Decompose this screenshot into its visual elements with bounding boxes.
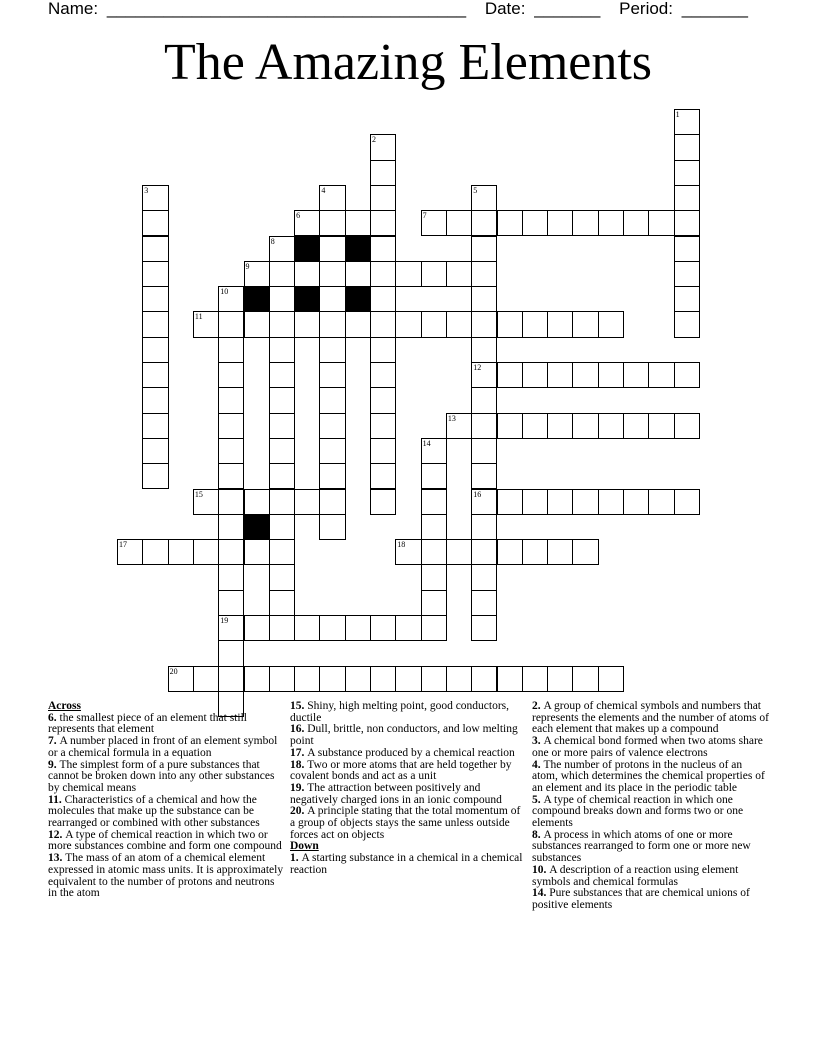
crossword-cell[interactable] [218, 286, 244, 312]
clue-item-text: The simplest form of a pure substances that cannot be broken down into any other substances by chemical means [48, 758, 275, 794]
crossword-cell[interactable] [471, 286, 497, 312]
crossword-cell[interactable] [218, 539, 244, 565]
crossword-cell[interactable] [598, 413, 624, 439]
crossword-cell[interactable] [269, 514, 295, 540]
clue-number: 17 [119, 540, 127, 550]
crossword-cell[interactable] [269, 564, 295, 590]
crossword-cell[interactable] [497, 666, 523, 692]
clue-item [290, 853, 528, 876]
crossword-cell[interactable] [319, 489, 345, 515]
clue-item-number: 10. [532, 863, 550, 876]
crossword-cell[interactable] [598, 311, 624, 337]
crossword-cell[interactable] [269, 539, 295, 565]
crossword-cell[interactable] [294, 210, 320, 236]
crossword-cell[interactable] [319, 413, 345, 439]
crossword-cell[interactable] [218, 337, 244, 363]
crossword-cell[interactable] [370, 286, 396, 312]
crossword-cell[interactable] [395, 261, 421, 287]
crossword-cell[interactable] [471, 438, 497, 464]
clue-item-text: Dull, brittle, non conductors, and low melting point [290, 723, 518, 748]
crossword-cell[interactable] [319, 210, 345, 236]
clue-number: 13 [447, 413, 456, 423]
clue-item [532, 795, 770, 830]
clue-item-text: A substance produced by a chemical reaction [307, 746, 515, 759]
clue-item [532, 760, 770, 795]
crossword-cell[interactable] [142, 210, 168, 236]
crossword-cell[interactable] [421, 514, 447, 540]
clue-item [532, 865, 770, 888]
clue-item-number: 18. [290, 758, 308, 771]
crossword-cell[interactable] [421, 438, 447, 464]
crossword-cell[interactable] [497, 489, 523, 515]
crossword-cell[interactable] [269, 438, 295, 464]
clue-item [532, 736, 770, 759]
clue-number: 12 [473, 363, 482, 372]
clue-number: 16 [473, 489, 482, 499]
crossword-cell[interactable] [674, 489, 700, 515]
clue-item-number: 19. [290, 781, 308, 794]
crossword-cell[interactable] [269, 286, 295, 312]
crossword-cell[interactable] [319, 666, 345, 692]
name-label: Name: [48, 0, 99, 18]
crossword-cell[interactable] [395, 666, 421, 692]
clue-number: 3 [144, 185, 149, 195]
crossword-cell[interactable] [674, 362, 700, 388]
crossword-cell[interactable] [218, 463, 244, 489]
crossword-cell[interactable] [572, 311, 598, 337]
crossword-cell[interactable] [218, 489, 244, 515]
clue-number: 19 [220, 616, 229, 625]
crossword-cell[interactable] [471, 236, 497, 262]
crossword-cell[interactable] [319, 236, 345, 262]
crossword-cell[interactable] [244, 615, 270, 641]
crossword-cell[interactable] [269, 413, 295, 439]
crossword-cell[interactable] [395, 539, 421, 565]
clue-number: 18 [397, 540, 406, 550]
clue-heading: Across [48, 700, 82, 712]
crossword-cell[interactable] [623, 489, 649, 515]
crossword-black-cell [294, 286, 320, 312]
crossword-cell[interactable] [648, 362, 674, 388]
crossword-cell[interactable] [421, 463, 447, 489]
crossword-cell[interactable] [269, 489, 295, 515]
crossword-cell[interactable] [142, 539, 168, 565]
crossword-cell[interactable] [547, 362, 573, 388]
clue-item-text: A number placed in front of an element symbol or a chemical formula in a equation [48, 735, 278, 759]
crossword-cell[interactable] [370, 134, 396, 160]
crossword-cell[interactable] [294, 261, 320, 287]
clue-item-number: 16. [290, 723, 308, 736]
crossword-cell[interactable] [269, 236, 295, 262]
clue-number: 20 [169, 666, 178, 676]
crossword-cell[interactable] [572, 666, 598, 692]
period-field[interactable]: _______ [681, 0, 748, 18]
crossword-cell[interactable] [674, 210, 700, 236]
crossword-cell[interactable] [471, 564, 497, 590]
crossword-cell[interactable] [522, 362, 548, 388]
crossword-cell[interactable] [168, 666, 194, 692]
clue-item-text: Characteristics of a chemical and how the molecules that make up the substance can be rearranged or combined with other substances [48, 793, 260, 830]
crossword-cell[interactable] [674, 160, 700, 186]
crossword-cell[interactable] [193, 489, 219, 515]
clue-item [48, 830, 286, 853]
clue-item [290, 783, 528, 806]
crossword-cell[interactable] [623, 362, 649, 388]
crossword-cell[interactable] [497, 311, 523, 337]
clue-item [290, 806, 528, 841]
crossword-cell[interactable] [218, 640, 244, 666]
crossword-cell[interactable] [522, 539, 548, 565]
crossword-cell[interactable] [218, 362, 244, 388]
clue-item-number: 15. [290, 700, 308, 712]
clue-item-number: 4. [532, 758, 544, 771]
crossword-cell[interactable] [269, 463, 295, 489]
crossword-cell[interactable] [319, 337, 345, 363]
clue-item-text: Two or more atoms that are held together by covalent bonds and act as a unit [290, 758, 512, 783]
crossword-cell[interactable] [218, 514, 244, 540]
crossword-cell[interactable] [471, 615, 497, 641]
clue-number: 7 [422, 211, 427, 221]
crossword-cell[interactable] [319, 362, 345, 388]
clue-item [290, 724, 528, 747]
crossword-cell[interactable] [294, 615, 320, 641]
name-field[interactable]: ______________________________________ [106, 0, 467, 18]
crossword-cell[interactable] [497, 539, 523, 565]
crossword-cell[interactable] [648, 210, 674, 236]
clue-item [48, 795, 286, 830]
crossword-cell[interactable] [547, 413, 573, 439]
clue-item-text: The number of protons in the nucleus of an atom, which determines the chemical properties of an element and its place in the periodic table [532, 758, 765, 794]
clue-item-number: 8. [532, 828, 544, 841]
crossword-cell[interactable] [471, 387, 497, 413]
crossword-cell[interactable] [269, 590, 295, 616]
crossword-cell[interactable] [522, 489, 548, 515]
clue-heading: Down [290, 840, 319, 853]
clue-item [48, 736, 286, 759]
crossword-cell[interactable] [218, 438, 244, 464]
clue-item-number: 9. [48, 758, 60, 771]
crossword-cell[interactable] [572, 362, 598, 388]
crossword-cell[interactable] [446, 413, 472, 439]
clue-item-number: 11. [48, 793, 65, 806]
clue-item-number: 17. [290, 746, 308, 759]
crossword-cell[interactable] [522, 413, 548, 439]
crossword-cell[interactable] [497, 210, 523, 236]
clue-item-text: A principle stating that the total momentum of a group of objects stays the same unless outside forces act on objects [290, 805, 521, 841]
crossword-cell[interactable] [497, 362, 523, 388]
crossword-cell[interactable] [319, 261, 345, 287]
crossword-cell[interactable] [218, 590, 244, 616]
clue-item-number: 13. [48, 852, 66, 865]
clue-number: 15 [194, 489, 203, 499]
clue-item-text: A process in which atoms of one or more substances rearranged to form one or more new substances [532, 828, 751, 865]
crossword-cell[interactable] [319, 185, 345, 211]
clue-item [48, 760, 286, 795]
crossword-cell[interactable] [572, 210, 598, 236]
clue-item-number: 1. [290, 852, 302, 865]
crossword-cell[interactable] [319, 438, 345, 464]
clue-number: 2 [372, 135, 376, 145]
clue-item-text: The mass of an atom of a chemical element expressed in atomic mass units. It is approximately equivalent to the number of protons and neutrons in the atom [48, 852, 284, 900]
clue-item [48, 713, 286, 736]
crossword-cell[interactable] [522, 311, 548, 337]
crossword-cell[interactable] [522, 666, 548, 692]
clue-number: 6 [296, 211, 301, 221]
crossword-cell[interactable] [547, 666, 573, 692]
clues-column-1 [48, 701, 286, 900]
crossword-cell[interactable] [370, 337, 396, 363]
crossword-cell[interactable] [193, 311, 219, 337]
clue-number: 10 [220, 287, 229, 297]
crossword-cell[interactable] [421, 615, 447, 641]
crossword-cell[interactable] [471, 261, 497, 287]
crossword-cell[interactable] [572, 489, 598, 515]
crossword-cell[interactable] [319, 311, 345, 337]
crossword-cell[interactable] [345, 261, 371, 287]
crossword-cell[interactable] [446, 311, 472, 337]
crossword-cell[interactable] [623, 413, 649, 439]
page-title: The Amazing Elements [163, 34, 653, 91]
crossword-cell[interactable] [244, 261, 270, 287]
crossword-cell[interactable] [421, 564, 447, 590]
crossword-cell[interactable] [269, 362, 295, 388]
clues-column-3 [532, 701, 770, 912]
crossword-cell[interactable] [598, 666, 624, 692]
crossword-cell[interactable] [547, 539, 573, 565]
crossword-cell[interactable] [142, 337, 168, 363]
crossword-cell[interactable] [244, 666, 270, 692]
crossword-cell[interactable] [319, 286, 345, 312]
crossword-cell[interactable] [395, 311, 421, 337]
crossword-cell[interactable] [471, 539, 497, 565]
crossword-cell[interactable] [269, 615, 295, 641]
crossword-cell[interactable] [497, 413, 523, 439]
crossword-cell[interactable] [370, 160, 396, 186]
clue-item-text: A group of chemical symbols and numbers that represents the elements and the number of atoms of each element that makes up a compound [532, 700, 769, 736]
crossword-cell[interactable] [471, 210, 497, 236]
crossword-cell[interactable] [421, 666, 447, 692]
crossword-cell[interactable] [674, 185, 700, 211]
clue-number: 11 [194, 312, 203, 322]
crossword-cell[interactable] [674, 286, 700, 312]
crossword-cell[interactable] [218, 311, 244, 337]
clue-number: 9 [245, 261, 250, 271]
crossword-cell[interactable] [395, 615, 421, 641]
clue-number: 14 [422, 438, 431, 448]
clue-number: 1 [675, 110, 680, 119]
crossword-cell[interactable] [421, 489, 447, 515]
crossword-cell[interactable] [168, 539, 194, 565]
crossword-cell[interactable] [244, 539, 270, 565]
clue-item-text: Pure substances that are chemical unions of positive elements [532, 887, 750, 911]
clue-item [48, 853, 286, 900]
crossword-cell[interactable] [648, 413, 674, 439]
clue-item-text: the smallest piece of an element that still represents that element [48, 711, 247, 736]
crossword-cell[interactable] [547, 489, 573, 515]
crossword-cell[interactable] [345, 210, 371, 236]
crossword-cell[interactable] [370, 261, 396, 287]
crossword-cell[interactable] [370, 666, 396, 692]
clue-item-text: A type of chemical reaction in which two or more substances combine and form one compound [48, 828, 282, 853]
date-label: Date: [484, 0, 526, 18]
crossword-cell[interactable] [547, 311, 573, 337]
crossword-cell[interactable] [674, 413, 700, 439]
crossword-black-cell [294, 236, 320, 262]
crossword-cell[interactable] [547, 210, 573, 236]
crossword-cell[interactable] [319, 463, 345, 489]
clue-item-text: A type of chemical reaction in which one compound breaks down and forms two or one elements [532, 793, 744, 830]
crossword-black-cell [345, 286, 371, 312]
clue-item-number: 3. [532, 735, 544, 748]
crossword-cell[interactable] [421, 590, 447, 616]
crossword-cell[interactable] [269, 666, 295, 692]
clue-item-text: A chemical bond formed when two atoms share one or more pairs of valence electrons [532, 735, 763, 759]
crossword-cell[interactable] [294, 489, 320, 515]
crossword-cell[interactable] [471, 666, 497, 692]
crossword-cell[interactable] [193, 666, 219, 692]
clue-item-text: The attraction between positively and negatively charged ions in an ionic compound [290, 781, 502, 806]
crossword-cell[interactable] [142, 286, 168, 312]
crossword-cell[interactable] [446, 539, 472, 565]
clue-item-text: A starting substance in a chemical in a chemical reaction [290, 852, 523, 876]
crossword-cell[interactable] [471, 489, 497, 515]
crossword-cell[interactable] [370, 362, 396, 388]
crossword-cell[interactable] [674, 236, 700, 262]
crossword-cell[interactable] [142, 261, 168, 287]
clue-item-text: Shiny, high melting point, good conductors, ductile [290, 700, 510, 724]
crossword-cell[interactable] [345, 666, 371, 692]
clue-item-number: 12. [48, 828, 66, 841]
crossword-cell[interactable] [370, 438, 396, 464]
crossword-cell[interactable] [572, 539, 598, 565]
clue-number: 8 [270, 236, 275, 246]
clue-item-text: A description of a reaction using element symbols and chemical formulas [532, 863, 739, 888]
period-label: Period: [619, 0, 673, 18]
crossword-cell[interactable] [471, 413, 497, 439]
crossword-cell[interactable] [269, 337, 295, 363]
crossword-cell[interactable] [446, 210, 472, 236]
clue-item [532, 830, 770, 865]
crossword-cell[interactable] [294, 311, 320, 337]
crossword-cell[interactable] [218, 666, 244, 692]
clue-item-number: 6. [48, 711, 60, 724]
crossword-cell[interactable] [471, 337, 497, 363]
clue-number: 5 [473, 185, 478, 195]
crossword-cell[interactable] [370, 236, 396, 262]
crossword-cell[interactable] [598, 362, 624, 388]
crossword-cell[interactable] [142, 236, 168, 262]
date-field[interactable]: _______ [534, 0, 601, 18]
crossword-cell[interactable] [345, 311, 371, 337]
crossword-cell[interactable] [471, 514, 497, 540]
crossword-cell[interactable] [674, 109, 700, 135]
crossword-cell[interactable] [244, 311, 270, 337]
crossword-cell[interactable] [446, 261, 472, 287]
clue-item-number: 7. [48, 735, 60, 748]
crossword-cell[interactable] [623, 210, 649, 236]
clue-item-number: 20. [290, 805, 308, 818]
clues-column-2 [290, 701, 528, 877]
crossword-cell[interactable] [370, 615, 396, 641]
crossword-cell[interactable] [319, 514, 345, 540]
crossword-black-cell [244, 286, 270, 312]
crossword-cell[interactable] [142, 387, 168, 413]
crossword-black-cell [345, 236, 371, 262]
crossword-cell[interactable] [319, 615, 345, 641]
clue-item [532, 888, 770, 911]
clue-item-number: 2. [532, 700, 544, 712]
crossword-cell[interactable] [218, 413, 244, 439]
crossword-cell[interactable] [471, 362, 497, 388]
crossword-cell[interactable] [244, 489, 270, 515]
crossword-cell[interactable] [370, 489, 396, 515]
crossword-cell[interactable] [294, 666, 320, 692]
crossword-cell[interactable] [471, 311, 497, 337]
crossword-cell[interactable] [193, 539, 219, 565]
crossword-cell[interactable] [674, 311, 700, 337]
crossword-cell[interactable] [370, 413, 396, 439]
crossword-cell[interactable] [421, 261, 447, 287]
crossword-cell[interactable] [598, 210, 624, 236]
crossword-cell[interactable] [142, 362, 168, 388]
crossword-cell[interactable] [142, 185, 168, 211]
crossword-cell[interactable] [269, 311, 295, 337]
crossword-cell[interactable] [218, 387, 244, 413]
crossword-cell[interactable] [370, 311, 396, 337]
crossword-cell[interactable] [471, 590, 497, 616]
clue-item [290, 760, 528, 783]
crossword-cell[interactable] [648, 489, 674, 515]
crossword-cell[interactable] [598, 489, 624, 515]
crossword-cell[interactable] [674, 261, 700, 287]
crossword-cell[interactable] [142, 311, 168, 337]
crossword-cell[interactable] [218, 615, 244, 641]
crossword-cell[interactable] [142, 413, 168, 439]
crossword-cell[interactable] [345, 615, 371, 641]
crossword-cell[interactable] [269, 387, 295, 413]
crossword-cell[interactable] [269, 261, 295, 287]
crossword-cell[interactable] [319, 387, 345, 413]
crossword-cell[interactable] [370, 387, 396, 413]
crossword-cell[interactable] [142, 463, 168, 489]
crossword-cell[interactable] [421, 539, 447, 565]
crossword-cell[interactable] [446, 666, 472, 692]
clue-item [532, 701, 770, 736]
crossword-cell[interactable] [370, 185, 396, 211]
crossword-cell[interactable] [674, 134, 700, 160]
crossword-black-cell [244, 514, 270, 540]
crossword-cell[interactable] [421, 311, 447, 337]
crossword-cell[interactable] [471, 185, 497, 211]
crossword-cell[interactable] [421, 210, 447, 236]
clue-item-number: 14. [532, 887, 550, 900]
crossword-cell[interactable] [218, 564, 244, 590]
clue-item-number: 5. [532, 793, 544, 806]
crossword-cell[interactable] [117, 539, 143, 565]
crossword-cell[interactable] [370, 463, 396, 489]
crossword-cell[interactable] [471, 463, 497, 489]
clue-item [290, 701, 528, 724]
crossword-cell[interactable] [370, 210, 396, 236]
crossword-cell[interactable] [142, 438, 168, 464]
crossword-cell[interactable] [572, 413, 598, 439]
crossword-cell[interactable] [522, 210, 548, 236]
clue-number: 4 [321, 185, 326, 195]
